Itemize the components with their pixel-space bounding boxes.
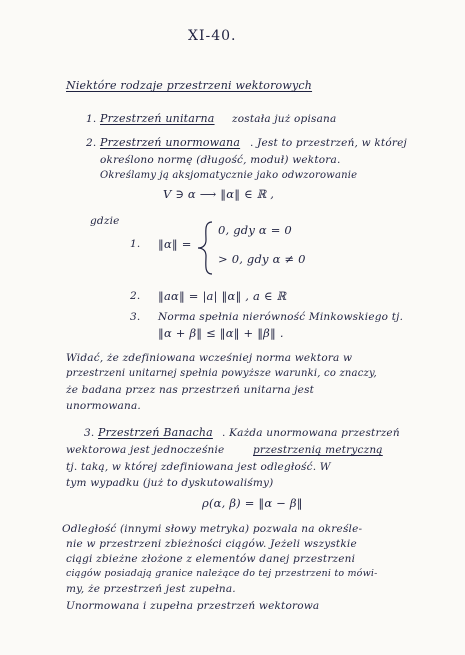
sec3-para-1: Odległość (innymi słowy metryka) pozwala na określe- [62,523,363,535]
minkowski-inequality: ‖α + β‖ ≤ ‖α‖ + ‖β‖ . [158,326,284,340]
page-number: XI-40. [188,28,237,44]
sec3-para-5: my, że przestrzeń jest zupełna. [66,583,236,595]
sec2-para-4: unormowana. [66,400,141,412]
axiom-1-lhs: ‖α‖ = [158,237,192,251]
axiom-1-number: 1. [130,238,141,250]
axiom-1-case-2: > 0, gdy α ≠ 0 [218,252,306,266]
sec2-line-2: określono normę (długość, moduł) wektora. [100,154,341,166]
sec3-line-1: . Każda unormowana przestrzeń [222,427,400,439]
sec2-para-2: przestrzeni unitarnej spełnia powyższe warunki, co znaczy, [66,368,377,379]
axiom-2-number: 2. [130,290,141,302]
sec3-para-3: ciągi zbieżne złożone z elementów danej przestrzeni [66,553,356,565]
axiom-3-text: Norma spełnia nierówność Minkowskiego tj. [158,311,404,323]
sec3-number: 3. [84,427,95,439]
sec3-title: Przestrzeń Banacha [98,426,213,439]
sec3-para-6: Unormowana i zupełna przestrzeń wektorowa [66,600,320,612]
sec3-line-2a: wektorowa jest jednocześnie [66,444,225,456]
gdzie-label: gdzie [90,215,120,227]
sec2-line-1: . Jest to przestrzeń, w której [250,137,407,149]
sec3-line-4: tym wypadku (już to dyskutowaliśmy) [66,477,274,489]
sec2-line-3: Określamy ją aksjomatycznie jako odwzorowanie [100,170,358,181]
sec2-title: Przestrzeń unormowana [100,136,241,149]
metric-formula: ρ(α, β) = ‖α − β‖ [202,496,303,510]
sec3-line-3: tj. taką, w której zdefiniowana jest odległość. W [66,461,331,473]
sec3-para-4: ciągów posiadają granice należące do tej przestrzeni to mówi- [66,568,378,579]
sec2-number: 2. [86,137,97,149]
sec1-text: została już opisana [232,113,337,125]
sec1-title: Przestrzeń unitarna [100,112,215,125]
norm-mapping: V ∋ α ⟶ ‖α‖ ∈ ℝ , [163,187,275,201]
axiom-1-case-1: 0, gdy α = 0 [218,223,292,237]
axiom-3-number: 3. [130,311,141,323]
axiom-2: ‖aα‖ = |a| ‖α‖ , a ∈ ℝ [158,289,287,303]
sec1-number: 1. [86,113,97,125]
sec3-para-2: nie w przestrzeni zbieżności ciągów. Jeżeli wszystkie [66,538,357,550]
sec2-para-1: Widać, że zdefiniowana wcześniej norma wektora w [66,352,353,364]
sec2-para-3: że badana przez nas przestrzeń unitarna jest [66,384,315,396]
sec3-line-2-underlined: przestrzenią metryczną [253,444,383,456]
page-heading: Niektóre rodzaje przestrzeni wektorowych [66,79,313,92]
